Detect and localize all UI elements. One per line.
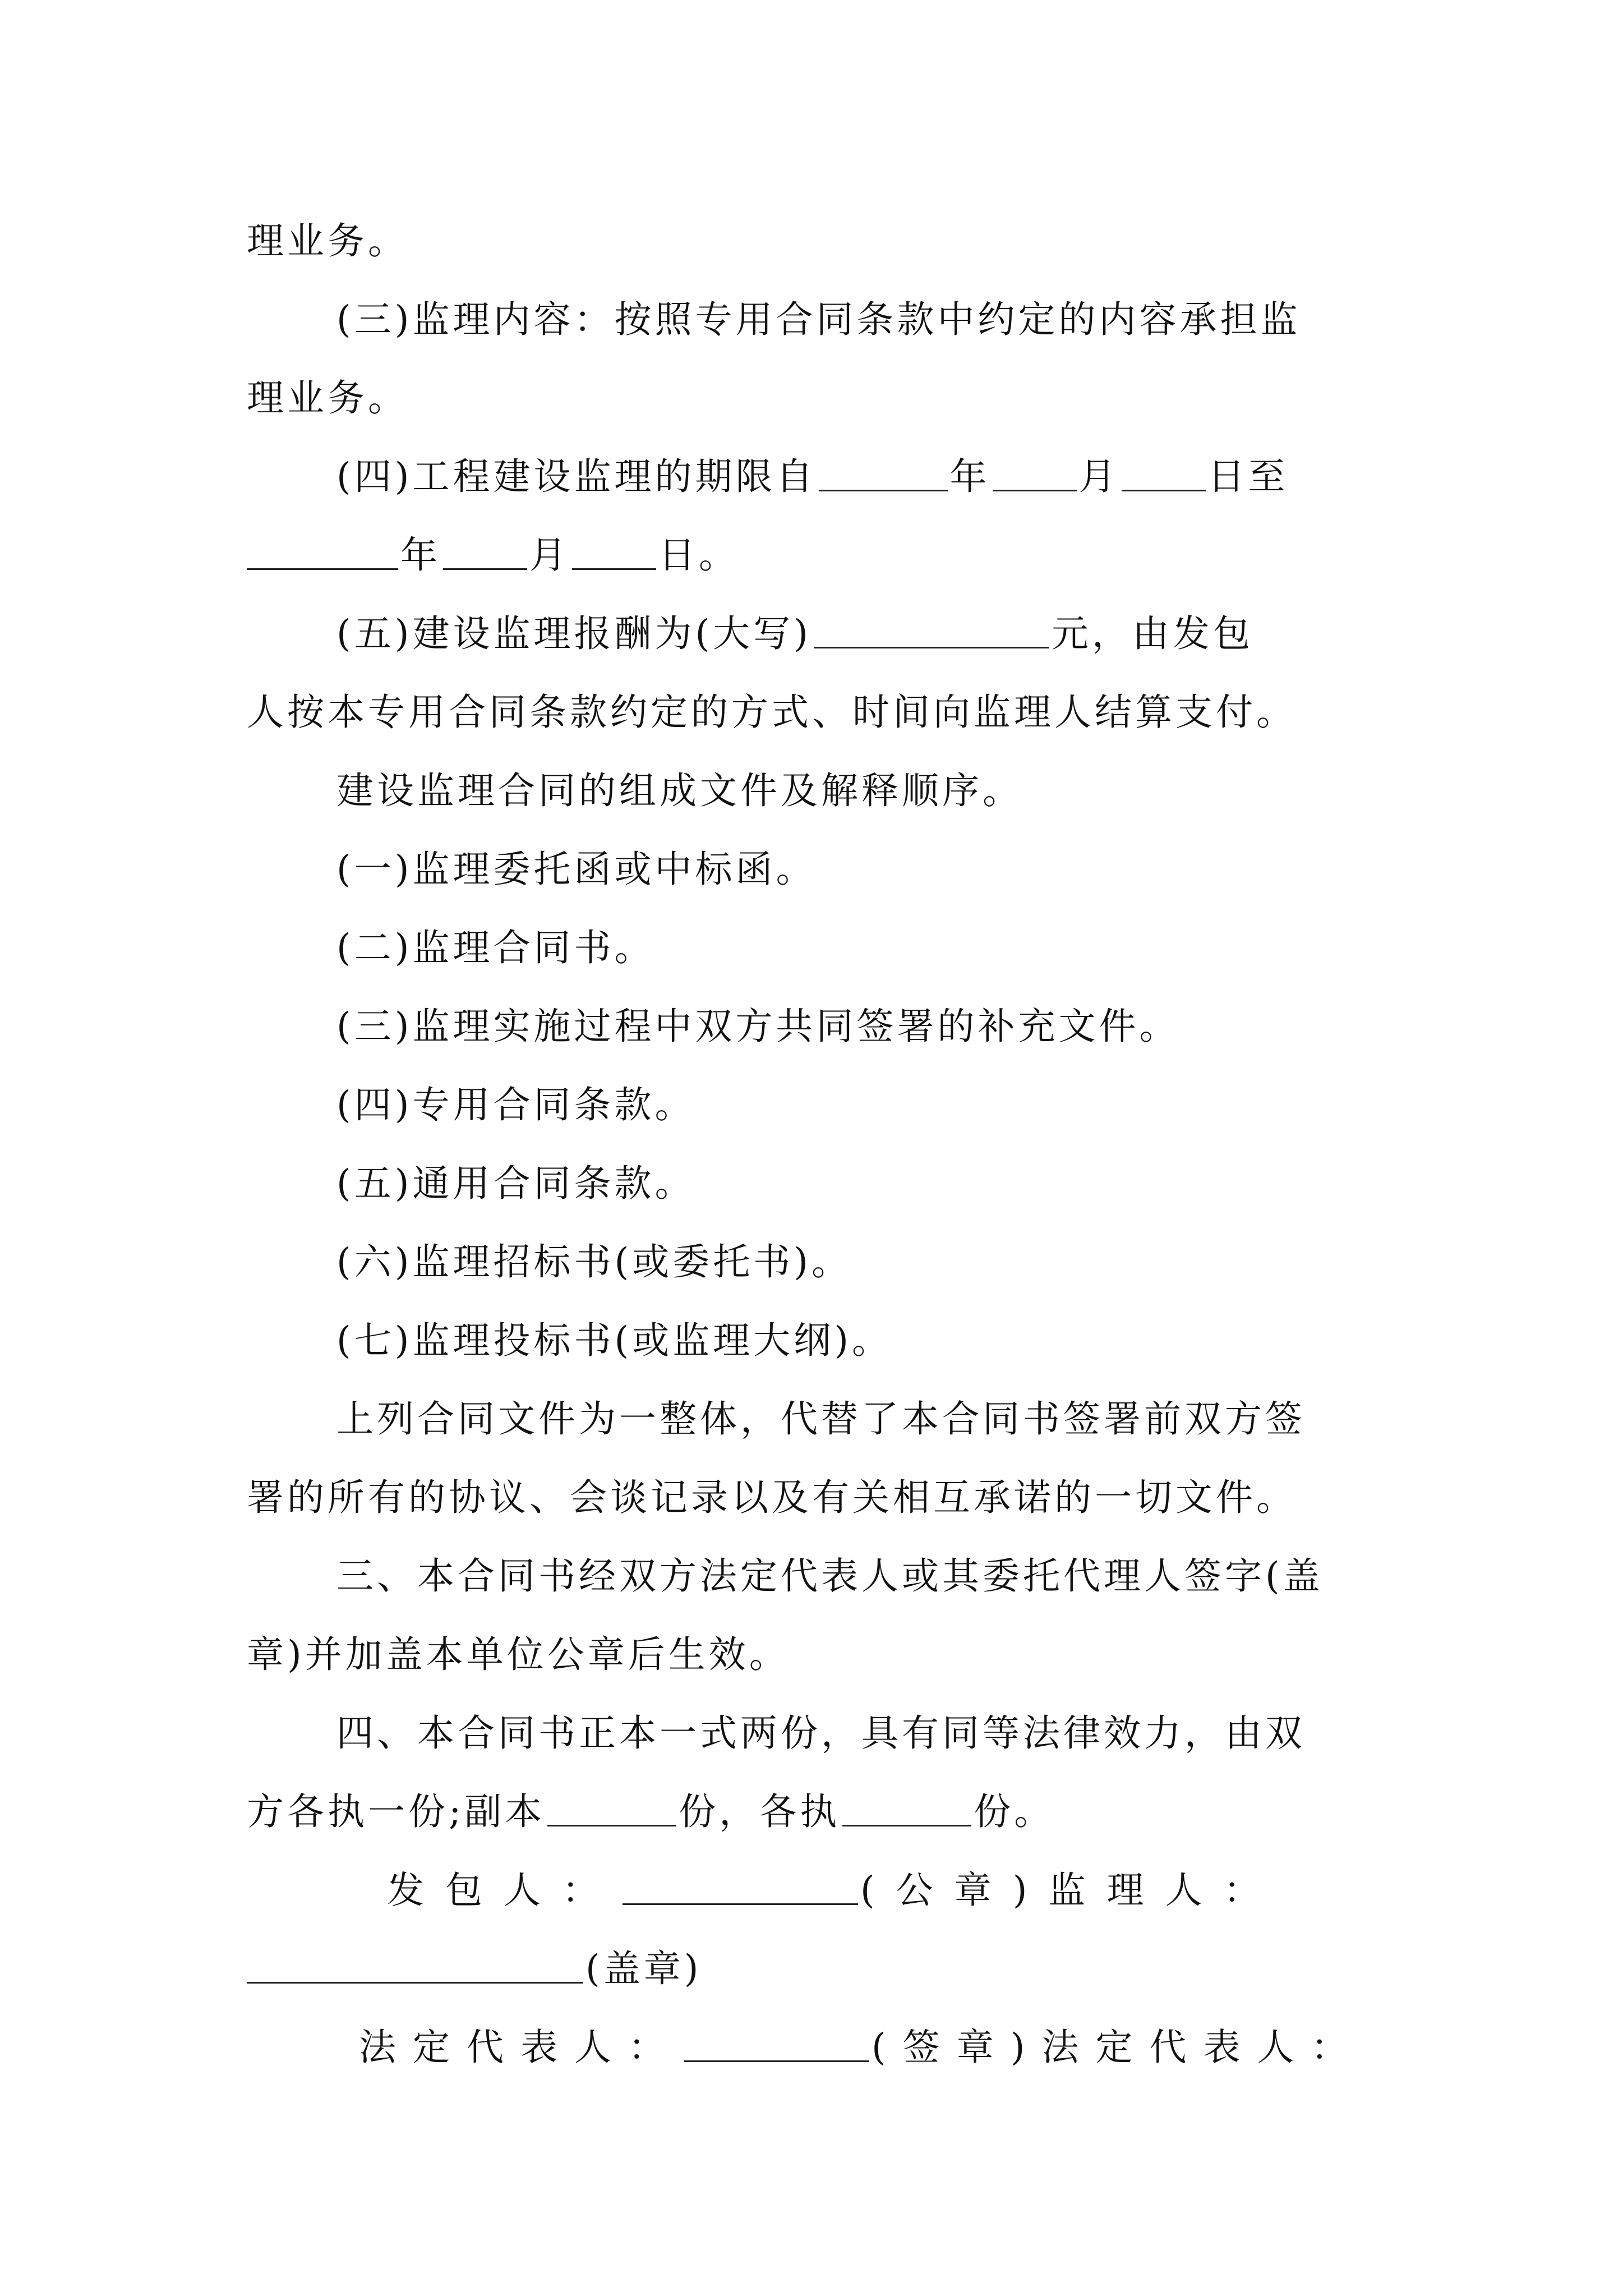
line-text: (五)通用合同条款。: [336, 1162, 695, 1205]
text-line-16: [336, 1386, 1402, 1453]
text-line-14: [336, 1228, 1402, 1296]
line-text: 月: [1078, 455, 1119, 498]
line-text: 年: [400, 533, 441, 577]
blank-field: [842, 1788, 971, 1826]
text-line-2: [336, 286, 1402, 353]
text-line-19: [247, 1621, 1402, 1688]
line-text: 方各执一份;副本: [247, 1790, 546, 1833]
line-text: (三)监理实施过程中双方共同签署的补充文件。: [336, 1005, 1180, 1048]
line-text: (四)专用合同条款。: [336, 1083, 695, 1126]
line-text: (一)监理委托函或中标函。: [336, 848, 817, 891]
text-line-5: [247, 522, 1402, 589]
line-text: 份，各执: [679, 1790, 841, 1833]
text-line-18: [336, 1543, 1402, 1610]
blank-field: [993, 453, 1077, 491]
blank-field: [623, 1866, 858, 1905]
line-text: (四)工程建设监理的期限自: [336, 455, 817, 498]
signature-label: (签章)法定代表人：: [872, 2026, 1365, 2069]
signature-label: (公章)监理人：: [860, 1869, 1282, 1912]
text-line-11: [336, 993, 1402, 1060]
line-text: 四、本合同书正本一式两份，具有同等法律效力，由双: [336, 1711, 1306, 1755]
line-text: 建设监理合同的组成文件及解释顺序。: [336, 769, 1023, 812]
text-line-13: [336, 1150, 1402, 1217]
text-line-9: [336, 836, 1402, 903]
line-text: 年: [949, 455, 990, 498]
line-text: 份。: [974, 1790, 1055, 1833]
text-line-17: [247, 1464, 1402, 1531]
blank-field: [572, 531, 656, 570]
line-text: 理业务。: [247, 376, 408, 420]
text-line-10: [336, 914, 1402, 982]
line-text: 上列合同文件为一整体，代替了本合同书签署前双方签: [336, 1397, 1306, 1441]
blank-field: [819, 453, 948, 491]
line-text: (三)监理内容：按照专用合同条款中约定的内容承担监: [336, 298, 1301, 341]
text-line-6: [336, 600, 1402, 668]
line-text: 章)并加盖本单位公章后生效。: [247, 1633, 790, 1676]
text-line-1: [247, 208, 1402, 275]
line-text: 三、本合同书经双方法定代表人或其委托代理人签字(盖: [336, 1554, 1324, 1598]
line-text: 理业务。: [247, 219, 408, 263]
blank-field: [1122, 453, 1206, 491]
text-line-20: [336, 1700, 1402, 1767]
line-text: 署的所有的协议、会谈记录以及有关相互承诺的一切文件。: [247, 1476, 1297, 1519]
signature-label: 发包人：: [387, 1869, 620, 1912]
text-line-12: [336, 1071, 1402, 1139]
blank-field: [443, 531, 527, 570]
text-line-15: [336, 1307, 1402, 1374]
line-text: 元，由发包: [1052, 612, 1253, 655]
signature-line-supervisor: [247, 1935, 1402, 2003]
signature-label: (盖章): [585, 1947, 702, 1990]
signature-line-issuer: [387, 1857, 1402, 1924]
line-text: (六)监理招标书(或委托书)。: [336, 1240, 852, 1283]
blank-field: [247, 531, 398, 570]
signature-line-legal-rep: [359, 2014, 1402, 2081]
text-line-3: [247, 365, 1402, 432]
signature-label: 法定代表人：: [359, 2026, 682, 2069]
line-text: 日。: [658, 533, 739, 577]
line-text: 日至: [1207, 455, 1289, 498]
text-line-21: [247, 1778, 1402, 1846]
line-text: (七)监理投标书(或监理大纲)。: [336, 1319, 892, 1362]
line-text: (二)监理合同书。: [336, 926, 655, 969]
blank-field: [247, 1945, 583, 1984]
text-line-8: [336, 757, 1402, 825]
text-line-4: [336, 443, 1402, 510]
blank-field: [684, 2023, 869, 2062]
text-line-7: [247, 679, 1402, 746]
line-text: 人按本专用合同条款约定的方式、时间向监理人结算支付。: [247, 691, 1297, 734]
line-text: 月: [529, 533, 570, 577]
line-text: (五)建设监理报酬为(大写): [336, 612, 811, 655]
blank-field: [814, 610, 1049, 648]
blank-field: [547, 1788, 676, 1826]
